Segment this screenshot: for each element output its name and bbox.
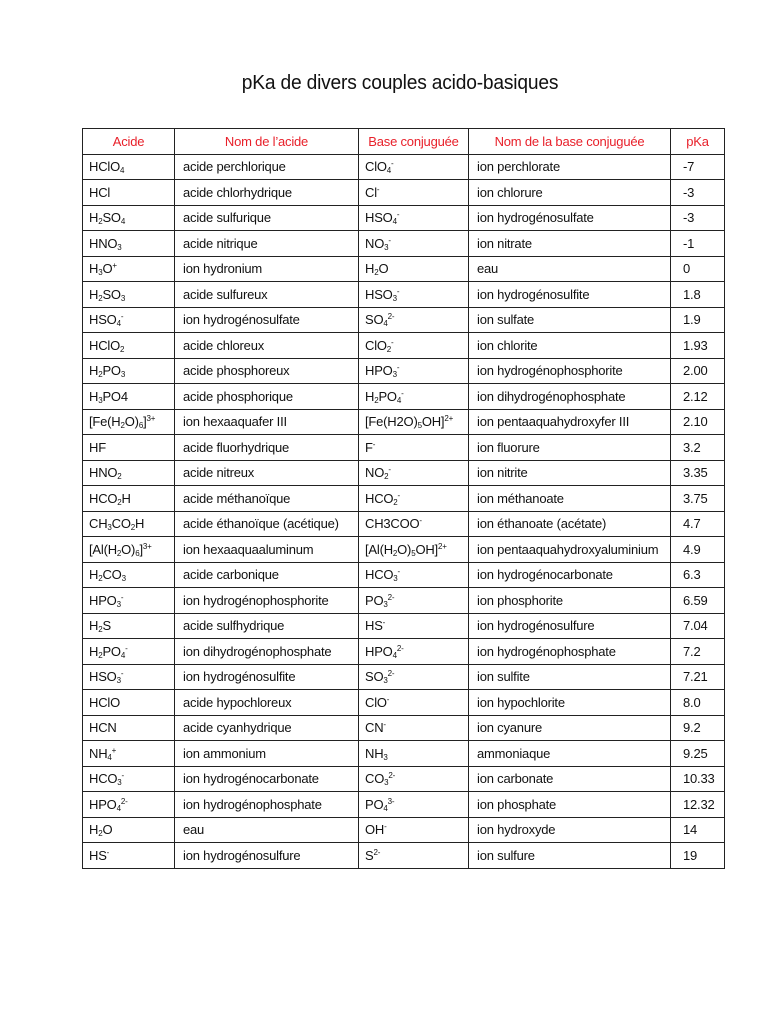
pka-value: -3 <box>671 180 725 206</box>
acid-name: acide nitrique <box>175 231 359 257</box>
base-formula: $HPO_3^-$ <box>359 358 469 384</box>
base-name: ion carbonate <box>469 766 671 792</box>
base-formula: $H_2O$ <box>359 256 469 282</box>
table-row <box>83 333 725 359</box>
base-name: ion nitrate <box>469 231 671 257</box>
pka-value: 3.2 <box>671 435 725 461</box>
acid-formula: HClO$_4$ <box>83 154 175 180</box>
pka-value: 2.12 <box>671 384 725 410</box>
base-name: ion perchlorate <box>469 154 671 180</box>
table-row <box>83 613 725 639</box>
acid-name: acide cyanhydrique <box>175 715 359 741</box>
acid-formula: $HPO_4^{2-}$ <box>83 792 175 818</box>
base-name: ion hydrogénophosphate <box>469 639 671 665</box>
acid-name: acide chlorhydrique <box>175 180 359 206</box>
acid-formula: $H_2SO_4$ <box>83 205 175 231</box>
pka-value: 6.59 <box>671 588 725 614</box>
acid-name: ion hexaaquaaluminum <box>175 537 359 563</box>
acid-name: acide sulfurique <box>175 205 359 231</box>
base-name: ion fluorure <box>469 435 671 461</box>
base-name: ion hydrogénophosphorite <box>469 358 671 384</box>
base-formula: $NO_3^-$ <box>359 231 469 257</box>
pka-value: 2.10 <box>671 409 725 435</box>
base-name: ion pentaaquahydroxyfer III <box>469 409 671 435</box>
base-formula: $CO_3^{2-}$ <box>359 766 469 792</box>
base-name: ion sulfure <box>469 843 671 869</box>
table-row <box>83 180 725 206</box>
acid-formula: $H_3O^+$ <box>83 256 175 282</box>
base-formula: $SO_3^{2-}$ <box>359 664 469 690</box>
pka-value: 1.93 <box>671 333 725 359</box>
pka-table <box>82 128 725 869</box>
acid-formula: HCN <box>83 715 175 741</box>
base-formula: Cl- <box>359 180 469 206</box>
base-formula: $SO_4^{2-}$ <box>359 307 469 333</box>
table-row <box>83 384 725 410</box>
column-header-acid: Acide <box>83 129 175 155</box>
pka-value: 10.33 <box>671 766 725 792</box>
acid-formula: HClO <box>83 690 175 716</box>
table-row <box>83 256 725 282</box>
acid-name: acide chloreux <box>175 333 359 359</box>
base-formula: CN- <box>359 715 469 741</box>
pka-value: 9.25 <box>671 741 725 767</box>
base-name: ion chlorure <box>469 180 671 206</box>
acid-formula: $CH_3CO_2H$ <box>83 511 175 537</box>
acid-name: acide fluorhydrique <box>175 435 359 461</box>
pka-value: -1 <box>671 231 725 257</box>
acid-name: ion hydronium <box>175 256 359 282</box>
acid-name: acide nitreux <box>175 460 359 486</box>
acid-formula: $[Fe(H_2O)_6]^{3+}$ <box>83 409 175 435</box>
acid-formula: $HNO_3$ <box>83 231 175 257</box>
base-formula: ClO$_2$- <box>359 333 469 359</box>
acid-formula: $HPO_3^-$ <box>83 588 175 614</box>
pka-value: 7.21 <box>671 664 725 690</box>
pka-value: 19 <box>671 843 725 869</box>
base-name: ion hypochlorite <box>469 690 671 716</box>
base-formula: $H_2PO_4^-$ <box>359 384 469 410</box>
table-row <box>83 817 725 843</box>
acid-name: ion hydrogénosulfite <box>175 664 359 690</box>
acid-formula: $HSO_3^-$ <box>83 664 175 690</box>
table-row <box>83 562 725 588</box>
page-title: pKa de divers couples acido-basiques <box>241 72 559 94</box>
table-row <box>83 843 725 869</box>
table-row <box>83 205 725 231</box>
table-row <box>83 639 725 665</box>
pka-value: -3 <box>671 205 725 231</box>
pka-value: 7.2 <box>671 639 725 665</box>
pka-value: -7 <box>671 154 725 180</box>
acid-formula: $H_2CO_3$ <box>83 562 175 588</box>
acid-name: ion dihydrogénophosphate <box>175 639 359 665</box>
acid-formula: $H_2PO_4^-$ <box>83 639 175 665</box>
base-formula: $[Fe(H2O)_5OH]^{2+}$ <box>359 409 469 435</box>
base-formula: $NH_3$ <box>359 741 469 767</box>
acid-formula: $H_3PO4$ <box>83 384 175 410</box>
base-formula: $HCO_3^-$ <box>359 562 469 588</box>
base-formula: HS- <box>359 613 469 639</box>
acid-formula: $HCO_2H$ <box>83 486 175 512</box>
base-formula: ClO$_4$- <box>359 154 469 180</box>
table-row <box>83 792 725 818</box>
base-name: ion méthanoate <box>469 486 671 512</box>
acid-name: acide sulfhydrique <box>175 613 359 639</box>
table-row <box>83 231 725 257</box>
table-row <box>83 282 725 308</box>
base-name: ion hydrogénosulfure <box>469 613 671 639</box>
base-name: ion éthanoate (acétate) <box>469 511 671 537</box>
pka-value: 4.7 <box>671 511 725 537</box>
table-row <box>83 307 725 333</box>
table-row <box>83 511 725 537</box>
base-name: ion nitrite <box>469 460 671 486</box>
base-name: ion hydroxyde <box>469 817 671 843</box>
base-formula: $PO_3^{2-}$ <box>359 588 469 614</box>
acid-formula: HF <box>83 435 175 461</box>
base-name: ion hydrogénosulfate <box>469 205 671 231</box>
acid-formula: HClO$_2$ <box>83 333 175 359</box>
table-row <box>83 766 725 792</box>
pka-value: 3.35 <box>671 460 725 486</box>
acid-formula: $HSO_4^-$ <box>83 307 175 333</box>
pka-value: 4.9 <box>671 537 725 563</box>
pka-value: 1.9 <box>671 307 725 333</box>
base-name: ammoniaque <box>469 741 671 767</box>
base-name: ion pentaaquahydroxyaluminium <box>469 537 671 563</box>
base-name: ion phosphorite <box>469 588 671 614</box>
column-header-acid-name: Nom de l’acide <box>175 129 359 155</box>
table-row <box>83 537 725 563</box>
acid-formula: $HNO_2$ <box>83 460 175 486</box>
base-formula: $NO_2^-$ <box>359 460 469 486</box>
acid-formula: HS- <box>83 843 175 869</box>
column-header-base: Base conjuguée <box>359 129 469 155</box>
base-formula: $HSO_4^-$ <box>359 205 469 231</box>
acid-name: acide perchlorique <box>175 154 359 180</box>
acid-name: ion hexaaquafer III <box>175 409 359 435</box>
acid-name: acide méthanoïque <box>175 486 359 512</box>
table-body <box>83 154 725 868</box>
acid-name: acide carbonique <box>175 562 359 588</box>
table-row <box>83 741 725 767</box>
base-name: eau <box>469 256 671 282</box>
acid-name: acide éthanoïque (acétique) <box>175 511 359 537</box>
column-header-base-name: Nom de la base conjuguée <box>469 129 671 155</box>
acid-name: eau <box>175 817 359 843</box>
base-name: ion sulfate <box>469 307 671 333</box>
base-formula: $[Al(H_2O)_5OH]^{2+}$ <box>359 537 469 563</box>
base-formula: $HSO_3^-$ <box>359 282 469 308</box>
acid-name: acide phosphoreux <box>175 358 359 384</box>
table-row <box>83 715 725 741</box>
table-row <box>83 358 725 384</box>
acid-formula: $HCO_3^-$ <box>83 766 175 792</box>
table-header-row <box>83 129 725 155</box>
acid-name: ion hydrogénophosphorite <box>175 588 359 614</box>
base-formula: ClO- <box>359 690 469 716</box>
acid-name: ion hydrogénosulfure <box>175 843 359 869</box>
table-row <box>83 435 725 461</box>
base-name: ion dihydrogénophosphate <box>469 384 671 410</box>
base-formula: OH- <box>359 817 469 843</box>
table-row <box>83 664 725 690</box>
pka-value: 6.3 <box>671 562 725 588</box>
base-formula: F- <box>359 435 469 461</box>
pka-value: 2.00 <box>671 358 725 384</box>
acid-formula: HCl <box>83 180 175 206</box>
base-name: ion hydrogénocarbonate <box>469 562 671 588</box>
acid-formula: $[Al(H_2O)_6]^{3+}$ <box>83 537 175 563</box>
pka-value: 7.04 <box>671 613 725 639</box>
base-formula: $HCO_2^-$ <box>359 486 469 512</box>
table-row <box>83 154 725 180</box>
base-formula: CH3COO- <box>359 511 469 537</box>
column-header-pka: pKa <box>671 129 725 155</box>
acid-formula: $H_2S$ <box>83 613 175 639</box>
acid-formula: $H_2PO_3$ <box>83 358 175 384</box>
acid-formula: $H_2O$ <box>83 817 175 843</box>
base-formula: $HPO_4^{2-}$ <box>359 639 469 665</box>
table-row <box>83 460 725 486</box>
base-formula: $S^{2-}$ <box>359 843 469 869</box>
pka-value: 14 <box>671 817 725 843</box>
base-name: ion cyanure <box>469 715 671 741</box>
acid-formula: $NH_4^+$ <box>83 741 175 767</box>
acid-name: ion hydrogénocarbonate <box>175 766 359 792</box>
base-formula: $PO_4^{3-}$ <box>359 792 469 818</box>
acid-name: ion hydrogénophosphate <box>175 792 359 818</box>
table-row <box>83 486 725 512</box>
pka-value: 8.0 <box>671 690 725 716</box>
base-name: ion chlorite <box>469 333 671 359</box>
pka-value: 12.32 <box>671 792 725 818</box>
base-name: ion hydrogénosulfite <box>469 282 671 308</box>
acid-formula: $H_2SO_3$ <box>83 282 175 308</box>
base-name: ion phosphate <box>469 792 671 818</box>
pka-value: 9.2 <box>671 715 725 741</box>
pka-value: 3.75 <box>671 486 725 512</box>
acid-name: acide phosphorique <box>175 384 359 410</box>
acid-name: ion hydrogénosulfate <box>175 307 359 333</box>
acid-name: ion ammonium <box>175 741 359 767</box>
pka-value: 1.8 <box>671 282 725 308</box>
pka-value: 0 <box>671 256 725 282</box>
table-row <box>83 409 725 435</box>
base-name: ion sulfite <box>469 664 671 690</box>
table-row <box>83 588 725 614</box>
table-row <box>83 690 725 716</box>
acid-name: acide hypochloreux <box>175 690 359 716</box>
acid-name: acide sulfureux <box>175 282 359 308</box>
